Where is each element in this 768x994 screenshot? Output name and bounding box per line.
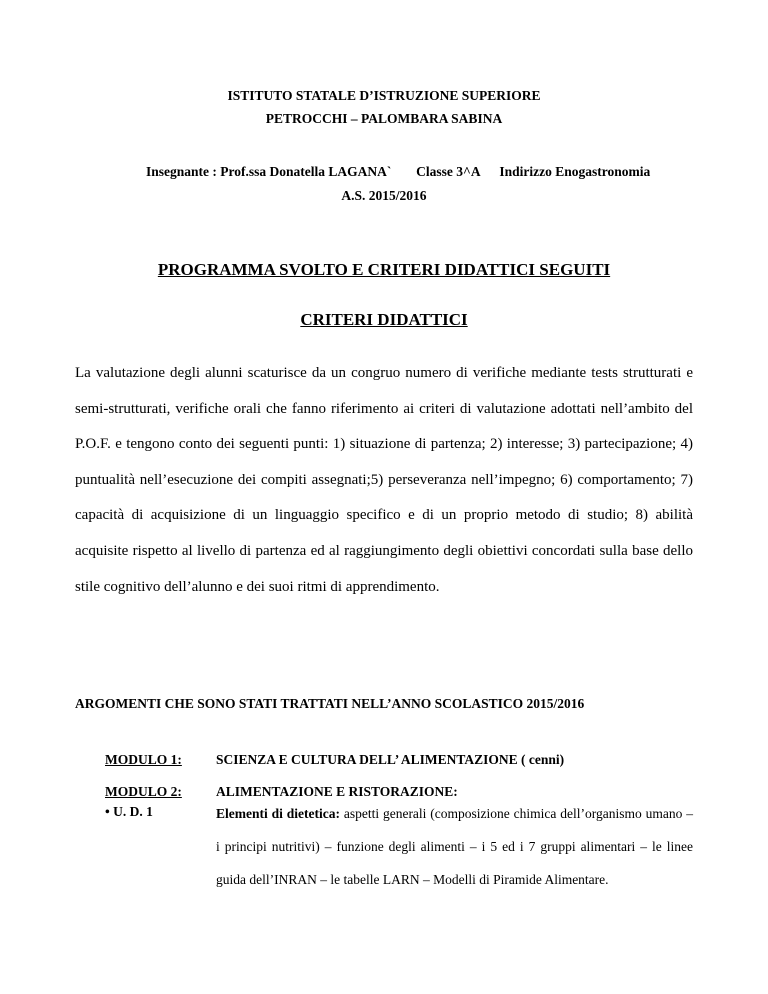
module-2-title: ALIMENTAZIONE E RISTORAZIONE:	[216, 784, 458, 799]
main-title	[0, 260, 768, 280]
teacher-line	[146, 164, 650, 180]
topics-heading: ARGOMENTI CHE SONO STATI TRATTATI NELL’ANNO SCOLASTICO 2015/2016	[75, 696, 585, 711]
institute-name: ISTITUTO STATALE D’ISTRUZIONE SUPERIORE	[227, 88, 541, 103]
unit-text	[216, 797, 693, 896]
class-label: Classe 3^A	[416, 164, 481, 179]
criteria-title-text: CRITERI DIDATTICI	[300, 310, 468, 329]
unit-label: • U. D. 1	[105, 804, 153, 819]
criteria-title	[0, 310, 768, 330]
main-title-text: PROGRAMMA SVOLTO E CRITERI DIDATTICI SEGUITI	[157, 260, 611, 279]
school-year: A.S. 2015/2016	[341, 188, 427, 203]
module-1-title: SCIENZA E CULTURA DELL’ ALIMENTAZIONE ( cenni)	[216, 752, 565, 767]
unit-description: aspetti generali (composizione chimica dell’organismo umano – i principi nutritivi) – funzione degli alimenti – i 5 ed i 7 gruppi alimentari – le linee guida dell’INRAN – le tabelle LARN – Modelli di Piramide Alimentare.	[216, 806, 693, 887]
teacher-name: Insegnante : Prof.ssa Donatella LAGANA`	[146, 164, 392, 179]
school-name: PETROCCHI – PALOMBARA SABINA	[265, 111, 503, 126]
criteria-paragraph: La valutazione degli alunni scaturisce da un congruo numero di verifiche mediante tests strutturati e semi-strutturati, verifiche orali che fanno riferimento ai criteri di valutazione adottati nell’ambito del P.O.F. e tengono conto dei seguenti punti: 1) situazione di partenza; 2) interesse; 3) partecipazione; 4) puntualità nell’esecuzione dei compiti assegnati;5) perseveranza nell’impegno; 6) comportamento; 7) capacità di acquisizione di un linguaggio specifico e di un proprio metodo di studio; 8) abilità acquisite rispetto al livello di partenza ed al raggiungimento degli obiettivi concordati sulla base dello stile cognitivo dell’alunno e dei suoi ritmi di apprendimento.	[75, 365, 693, 595]
module-2-label: MODULO 2:	[105, 784, 182, 799]
module-1-label: MODULO 1:	[105, 752, 182, 767]
unit-title: Elementi di dietetica:	[216, 806, 340, 821]
address-label: Indirizzo Enogastronomia	[499, 164, 651, 179]
